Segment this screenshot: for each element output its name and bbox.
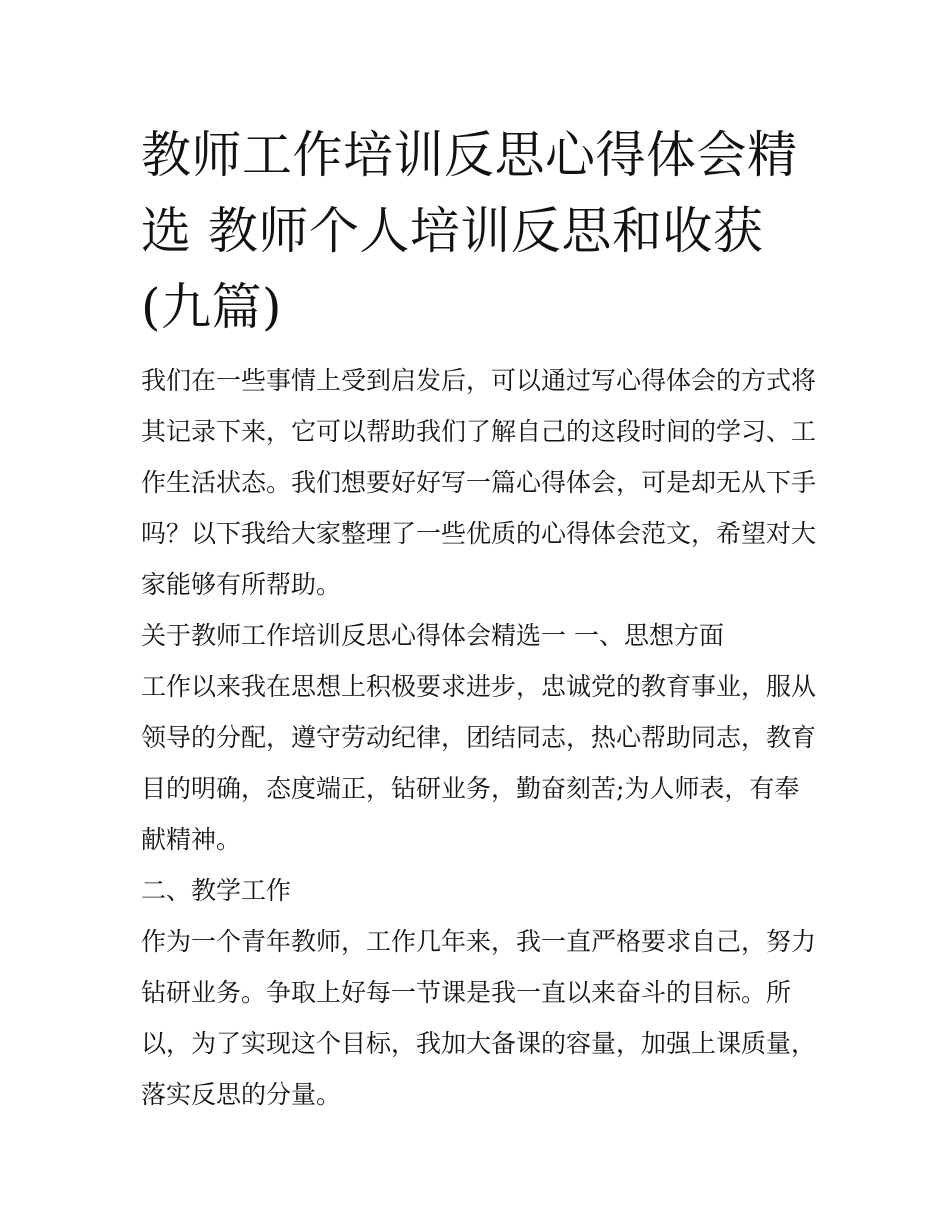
section-2-heading: 二、教学工作 [141, 876, 292, 905]
intro-paragraph: 我们在一些事情上受到启发后，可以通过写心得体会的方式将其记录下来，它可以帮助我们了解自己的这段时间的学习、工作生活状态。我们想要好好写一篇心得体会，可是却无从下手吗？以下我给大家整理了一些优质的心得体会范文，希望对大家能够有所帮助。 [141, 366, 817, 599]
section-1-heading: 关于教师工作培训反思心得体会精选一 一、思想方面 [141, 621, 724, 650]
section-2-body: 作为一个青年教师，工作几年来，我一直严格要求自己，努力钻研业务。争取上好每一节课是我一直以来奋斗的目标。所以，为了实现这个目标，我加大备课的容量，加强上课质量，落实反思的分量。 [141, 927, 817, 1109]
document-content [141, 117, 821, 1120]
section-1-body: 工作以来我在思想上积极要求进步，忠诚党的教育事业，服从领导的分配，遵守劳动纪律，团结同志，热心帮助同志，教育目的明确，态度端正，钻研业务，勤奋刻苦;为人师表，有奉献精神。 [141, 672, 817, 854]
document-title: 教师工作培训反思心得体会精选 教师个人培训反思和收获(九篇) [141, 126, 798, 336]
